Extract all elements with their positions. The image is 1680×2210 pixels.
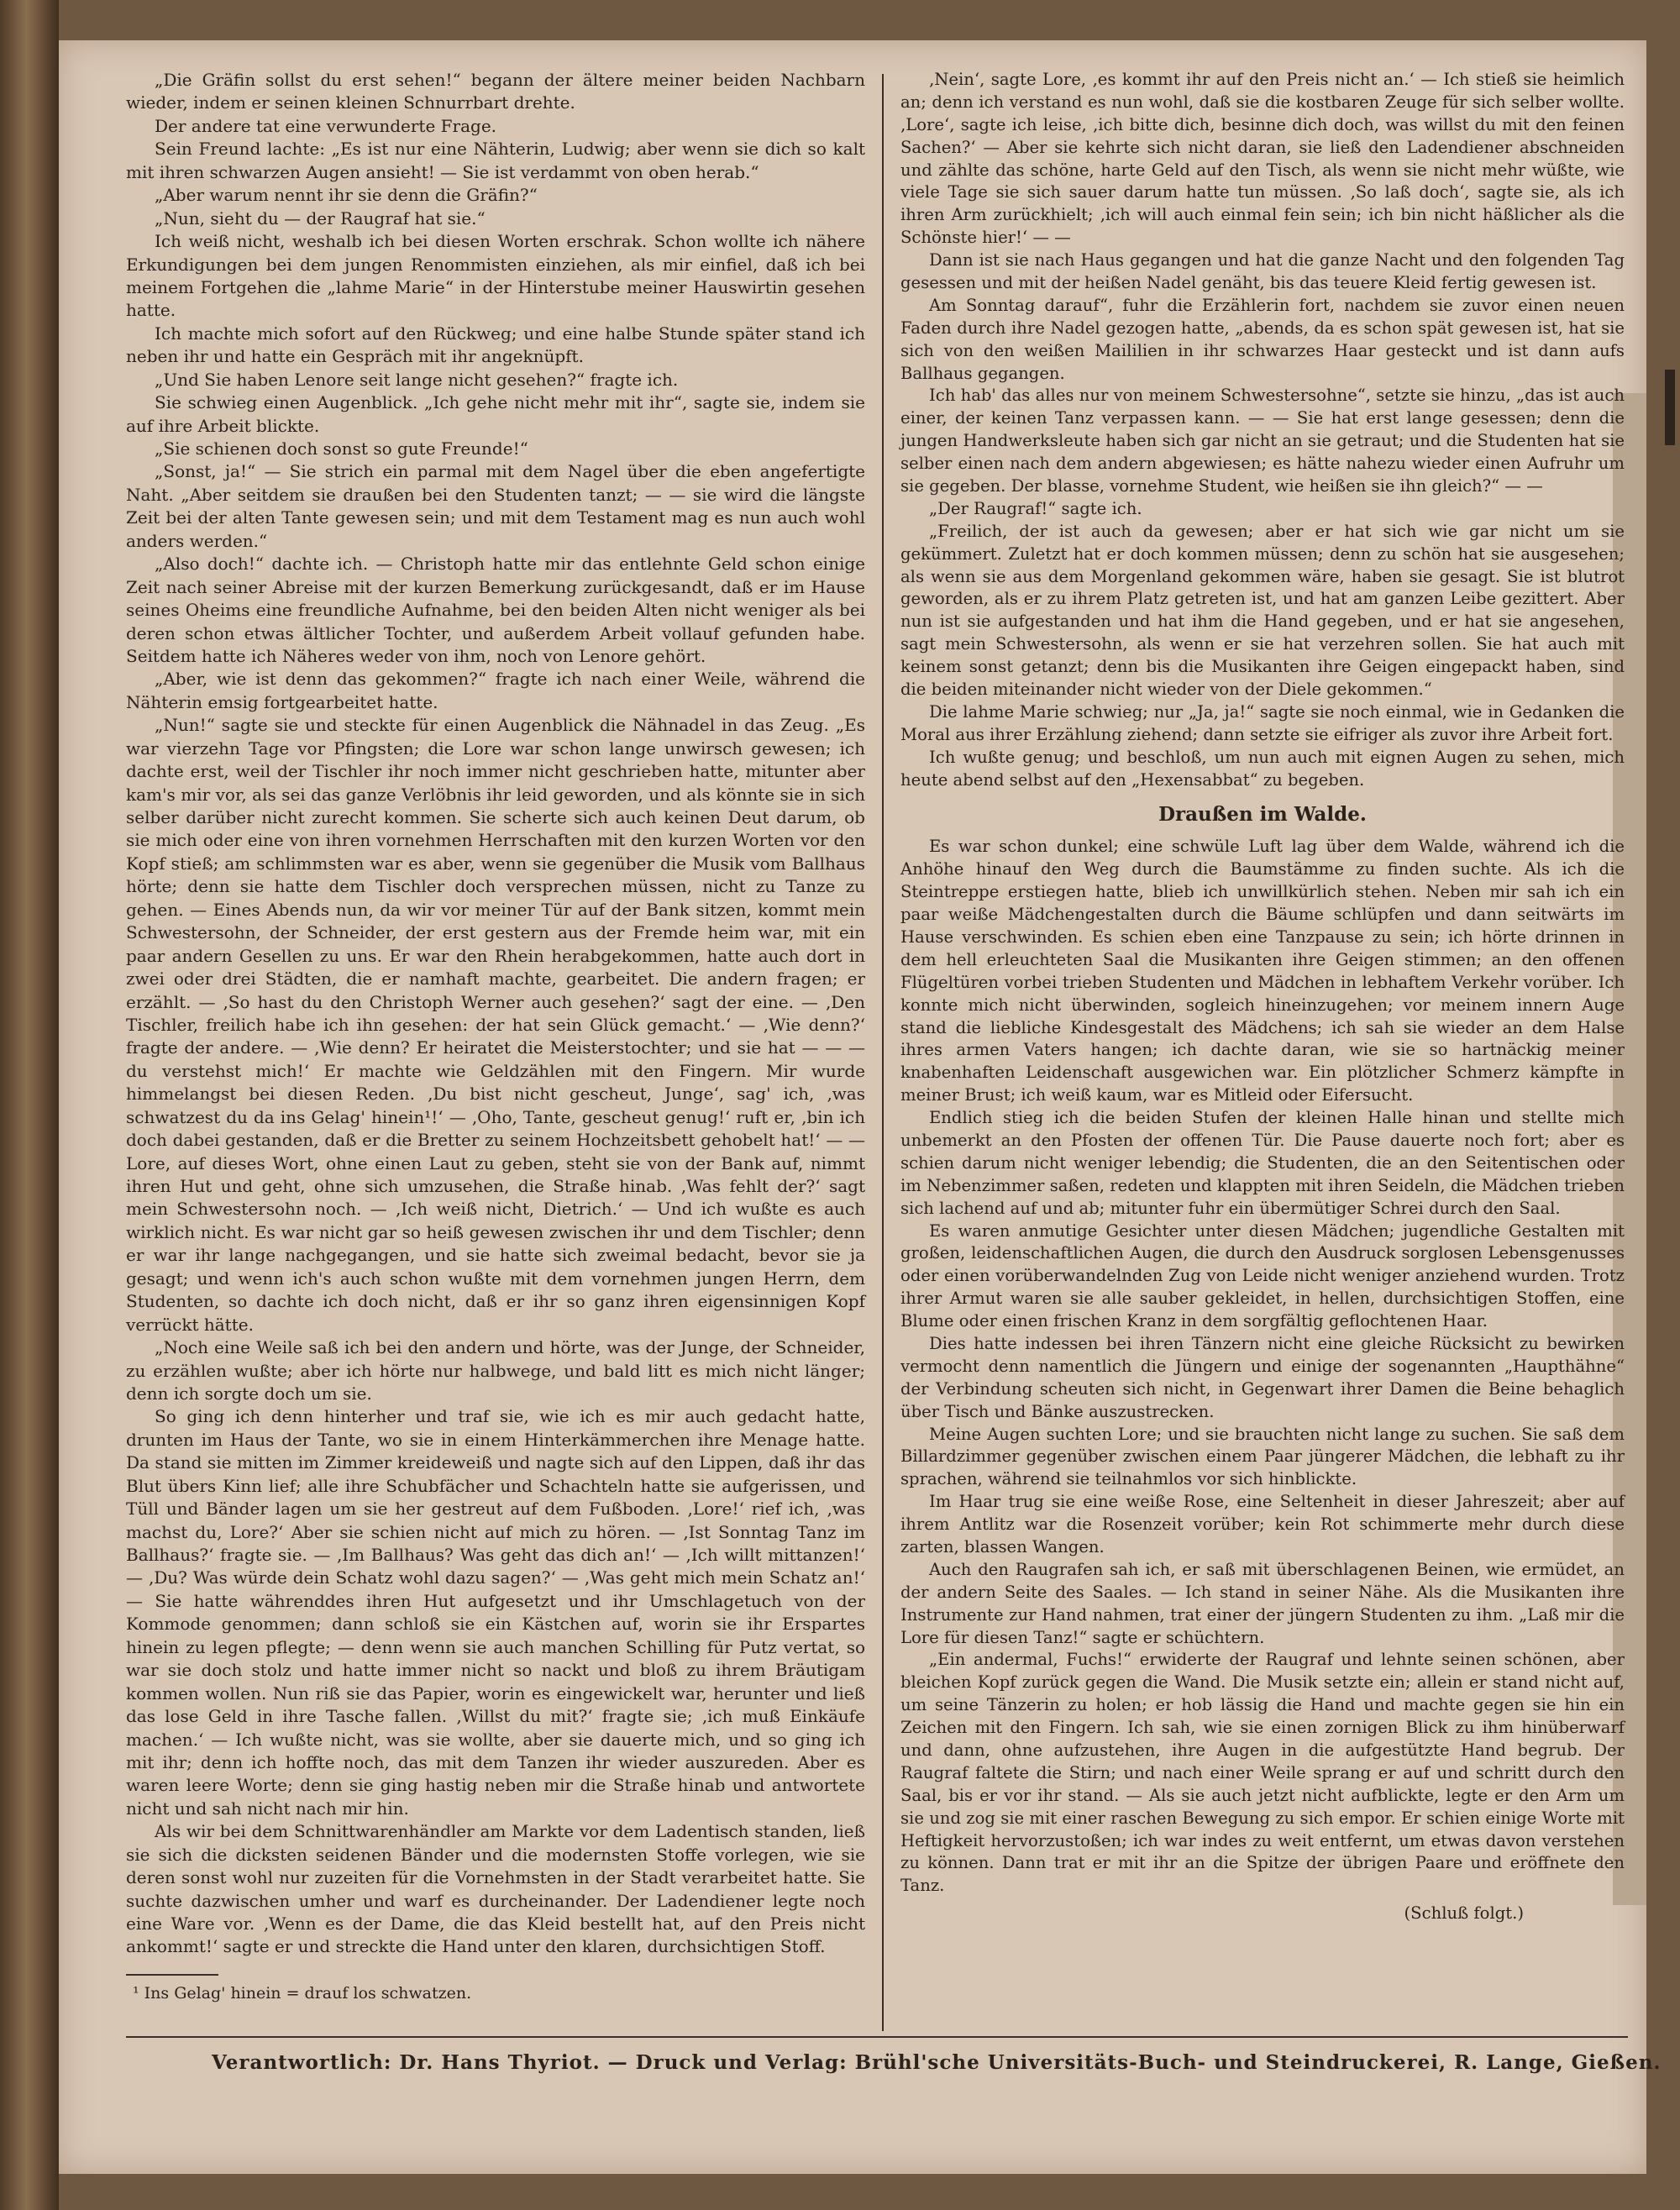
right-paragraph: Die lahme Marie schwieg; nur „Ja, ja!“ sagte sie noch einmal, wie in Gedanken die Moral aus ihrer Erzählung ziehend; dann setzte sie eifriger als zuvor ihre Arbeit fort. xyxy=(900,701,1625,744)
right-paragraph: ‚Nein‘, sagte Lore, ‚es kommt ihr auf den Preis nicht an.‘ — Ich stieß sie heimlich an; denn ich verstand es nun wohl, daß sie die kostbaren Zeuge für sich selber wollte. ‚Lore‘, sagte ich leise, ‚ich bitte dich, besinne dich doch, was willst du mit den feinen Sachen?‘ — Aber sie kehrte sich nicht daran, sie ließ den Ladendiener abschneiden und zählte das schöne, harte Geld auf den Tisch, als wenn sie nicht mehr wüßte, wie viele Tage sie sich sauer darum hatte tun müssen. ‚So laß doch‘, sagte sie, als ich ihren Arm zurückhielt; ‚ich will auch einmal fein sein; ich bin nicht häßlicher als die Schönste hier!‘ — — xyxy=(900,70,1625,248)
left-paragraph: „Aber, wie ist denn das gekommen?“ fragte ich nach einer Weile, während die Nähterin emsig fortgearbeitet hatte. xyxy=(126,669,865,712)
right-paragraph: Es waren anmutige Gesichter unter diesen Mädchen; jugendliche Gestalten mit großen, leidenschaftlichen Augen, die durch den Ausdruck sorglosen Lebensgenusses oder einen vorüberwandelnden Zug von Leide nicht weniger anziehend wurden. Trotz ihrer Armut waren sie alle sauber gekleidet, in hellen, durchsichtigen Stoffen, eine Blume oder einen frischen Kranz in dem sorgfältig geflochtenen Haar. xyxy=(900,1220,1625,1331)
left-paragraph: Ich weiß nicht, weshalb ich bei diesen Worten erschrak. Schon wollte ich nähere Erkundigungen bei dem jungen Renommisten einziehen, als mir einfiel, daß ich bei meinem Fortgehen die „lahme Marie“ in der Hinterstube meiner Hauswirtin gesehen hatte. xyxy=(126,231,865,321)
left-paragraph: Sie schwieg einen Augenblick. „Ich gehe nicht mehr mit ihr“, sagte sie, indem sie auf ihre Arbeit blickte. xyxy=(126,392,865,436)
right-paragraph: „Ein andermal, Fuchs!“ erwiderte der Raugraf und lehnte seinen schönen, aber bleichen Kopf zurück gegen die Wand. Die Musik setzte ein; allein er stand nicht auf, um seine Tänzerin zu holen; er hob lässig die Hand und machte gegen sie hin ein Zeichen mit den Fingern. Ich sah, wie sie einen zornigen Blick zu ihm hinüberwarf und dann, ohne aufzustehen, ihre Augen in die aufgestützte Hand begrub. Der Raugraf faltete die Stirn; und nach einer Weile sprang er auf und schritt durch den Saal, bis er vor ihr stand. — Als sie auch jetzt nicht aufblickte, legte er den Arm um sie und zog sie mit einer raschen Bewegung zu sich empor. Er schien einige Worte mit Heftigkeit hervorzustoßen; ich war indes zu weit entfernt, um etwas davon verstehen zu können. Dann trat er mit ihr an die Spitze der übrigen Paare und eröffnete den Tanz. xyxy=(900,1650,1625,1896)
right-paragraph: Ich wußte genug; und beschloß, um nun auch mit eignen Augen zu sehen, mich heute abend selbst auf den „Hexensabbat“ zu begeben. xyxy=(900,747,1625,790)
right-paragraph: Auch den Raugrafen sah ich, er saß mit überschlagenen Beinen, wie ermüdet, an der andern Seite des Saales. — Ich stand in seiner Nähe. Als die Musikanten ihre Instrumente zur Hand nahmen, trat einer der jüngern Studenten zu ihm. „Laß mir die Lore für diesen Tanz!“ sagte er schüchtern. xyxy=(900,1559,1625,1647)
right-column xyxy=(900,69,1625,1925)
right-paragraph: Ich hab' das alles nur von meinem Schwestersohne“, setzte sie hinzu, „das ist auch einer, der keinen Tanz verpassen kann. — — Sie hat erst lange gesessen; denn die jungen Handwerksleute haben sich gar nicht an sie getraut; und die Studenten hat sie selber einen nach dem andern abgewiesen; es hätte nahezu wieder einen Aufruhr um sie gegeben. Der blasse, vornehme Student, wie heißen sie ihn gleich?“ — — xyxy=(900,386,1625,496)
right-paragraph: Dies hatte indessen bei ihren Tänzern nicht eine gleiche Rücksicht zu bewirken vermocht denn namentlich die Jüngern und einige der sogenannten „Haupthähne“ der Verbindung scheuten sich nicht, in Gegenwart ihrer Damen die Beine behaglich über Tisch und Bänke auszustrecken. xyxy=(900,1333,1625,1421)
left-paragraph: „Die Gräfin sollst du erst sehen!“ begann der ältere meiner beiden Nachbarn wieder, indem er seinen kleinen Schnurrbart drehte. xyxy=(126,70,865,113)
right-paragraph: Meine Augen suchten Lore; und sie brauchten nicht lange zu suchen. Sie saß dem Billardzimmer gegenüber zwischen einem Paar jüngerer Mädchen, die lebhaft zu ihr sprachen, während sie teilnahmlos vor sich hinblickte. xyxy=(900,1424,1625,1489)
right-paragraph: Endlich stieg ich die beiden Stufen der kleinen Halle hinan und stellte mich unbemerkt an den Pfosten der offenen Tür. Die Pause dauerte noch fort; aber es schien darum nicht weniger lebendig; die Studenten, die an den Seitentischen oder im Nebenzimmer saßen, redeten und klappten mit ihren Seideln, die Mädchen trieben sich lachend auf und ab; mitunter fuhr ein übermütiger Schrei durch den Saal. xyxy=(900,1108,1625,1218)
left-paragraph: So ging ich denn hinterher und traf sie, wie ich es mir auch gedacht hatte, drunten im Haus der Tante, wo sie in einem Hinterkämmerchen ihre Menage hatte. Da stand sie mitten im Zimmer kreideweiß und nagte sich auf den Lippen, daß ihr das Blut übers Kinn lief; alle ihre Schubfächer und Schachteln hatte sie aufgerissen, und Tüll und Bänder lagen um sie her gestreut auf dem Fußboden. ‚Lore!‘ rief ich, ‚was machst du, Lore?‘ Aber sie schien nicht auf mich zu hören. — ‚Ist Sonntag Tanz im Ballhaus?‘ fragte sie. — ‚Im Ballhaus? Was geht das dich an!‘ — ‚Ich willt mittanzen!‘ — ‚Du? Was würde dein Schatz wohl dazu sagen?‘ — ‚Was geht mich mein Schatz an!‘ — Sie hatte währenddes ihren Hut aufgesetzt und ihr Umschlagetuch von der Kommode genommen; dann schloß sie ein Kästchen auf, worin sie ihr Erspartes hinein zu legen pflegte; — denn wenn sie auch manchen Schilling für Putz vertat, so war sie doch stolz und hatte immer nicht so nackt und bloß zu ihrem Bräutigam kommen wollen. Nun riß sie das Papier, worin es eingewickelt war, herunter und ließ das lose Geld in ihre Tasche fallen. ‚Willst du mit?‘ fragte sie; ‚ich muß Einkäufe machen.‘ — Ich wußte nicht, was sie wollte, aber sie dauerte mich, und so ging ich mit ihr; denn ich hoffte noch, das mit dem Tanzen ihr wieder auszureden. Aber es waren leere Worte; denn sie ging hastig neben mir die Straße hinab und antwortete nicht und sah nicht nach mir hin. xyxy=(126,1406,865,1819)
right-paragraph: Dann ist sie nach Haus gegangen und hat die ganze Nacht und den folgenden Tag gesessen und mit der heißen Nadel genäht, bis das teuere Kleid fertig gewesen ist. xyxy=(900,250,1625,293)
left-paragraph: „Aber warum nennt ihr sie denn die Gräfin?“ xyxy=(155,185,538,206)
imprint-footer: Verantwortlich: Dr. Hans Thyriot. — Druck und Verlag: Brühl'sche Universitäts-Buch- und Steindruckerei, R. Lange, Gießen. xyxy=(212,2051,1662,2074)
left-paragraph: „Und Sie haben Lenore seit lange nicht gesehen?“ fragte ich. xyxy=(155,369,679,390)
left-paragraph: „Noch eine Weile saß ich bei den andern und hörte, was der Junge, der Schneider, zu erzählen wußte; aber ich hörte nur halbwege, und bald litt es mich nicht länger; denn ich sorgte doch um sie. xyxy=(126,1337,865,1404)
left-paragraph: „Sonst, ja!“ — Sie strich ein parmal mit dem Nagel über die eben angefertigte Naht. „Aber seitdem sie draußen bei den Studenten tanzt; — — sie wird die längste Zeit bei der alten Tante gewesen sein; und mit dem Testament mag es nun auch wohl anders werden.“ xyxy=(126,461,865,551)
right-paragraph: „Freilich, der ist auch da gewesen; aber er hat sich wie gar nicht um sie gekümmert. Zuletzt hat er doch kommen müssen; denn zu schön hat sie ausgesehen; als wenn sie aus dem Morgenland gekommen wäre, haben sie gesagt. Sie ist blutrot geworden, als er zu ihrem Platz getreten ist, und hat am ganzen Leibe gezittert. Aber nun ist sie aufgestanden und hat ihm die Hand gegeben, und er hat sie angesehen, sagt mein Schwestersohn, als wenn er sie hat verzehren sollen. Sie hat auch mit keinem sonst getanzt; denn bis die Musikanten ihre Geigen eingepackt haben, sind die beiden miteinander nicht wieder von der Diele gekommen.“ xyxy=(900,521,1625,700)
right-paragraph: „Der Raugraf!“ sagte ich. xyxy=(929,498,1142,518)
edge-mark xyxy=(1665,370,1675,445)
book-spine xyxy=(0,0,59,2210)
footer-rule xyxy=(126,2036,1628,2038)
left-paragraph: Sein Freund lachte: „Es ist nur eine Nähterin, Ludwig; aber wenn sie dich so kalt mit ihren schwarzen Augen ansieht! — Sie ist verdammt von oben herab.“ xyxy=(126,139,865,182)
right-paragraph: Am Sonntag darauf“, fuhr die Erzählerin fort, nachdem sie zuvor einen neuen Faden durch ihre Nadel gezogen hatte, „abends, da es schon spät gewesen ist, hat sie sich von den weißen Maililien in ihr schwarzes Haar gesteckt und ist dann aufs Ballhaus gegangen. xyxy=(900,295,1625,383)
left-paragraph: „Nun, sieht du — der Raugraf hat sie.“ xyxy=(155,207,486,228)
left-paragraph: „Sie schienen doch sonst so gute Freunde!“ xyxy=(155,438,528,459)
footnote-rule xyxy=(126,1974,218,1976)
left-paragraph: Ich machte mich sofort auf den Rückweg; und eine halbe Stunde später stand ich neben ihr und hatte ein Gespräch mit ihr angeknüpft. xyxy=(126,323,865,367)
section-heading: Draußen im Walde. xyxy=(1158,802,1367,826)
continuation-note: (Schluß folgt.) xyxy=(1404,1903,1524,1924)
left-paragraph: Der andere tat eine verwunderte Frage. xyxy=(155,115,497,136)
footnote: ¹ Ins Gelag' hinein = drauf los schwatzen. xyxy=(133,1983,472,2003)
left-paragraph: „Nun!“ sagte sie und steckte für einen Augenblick die Nähnadel in das Zeug. „Es war vierzehn Tage vor Pfingsten; die Lore war schon lange unwirsch gewesen; ich dachte erst, weil der Tischler ihr noch immer nicht geschrieben hatte, mitunter aber kam's mir vor, als sei das ganze Verlöbnis ihr leid geworden, und als könnte sie in sich selber darüber nicht zurecht kommen. Sie scherte sich auch keinen Deut darum, ob sie mich oder eine von ihren vornehmen Herrschaften mit den kurzen Worten vor den Kopf stieß; am schlimmsten war es aber, wenn sie gegenüber die Musik vom Ballhaus hörte; denn sie hatte dem Tischler doch versprechen müssen, nicht zu Tanze zu gehen. — Eines Abends nun, da wir vor meiner Tür auf der Bank sitzen, kommt mein Schwestersohn, der Schneider, der erst gestern aus der Fremde heim war, mit ein paar andern Gesellen zu uns. Er war den Rhein herabgekommen, hatte auch dort in zwei oder drei Städten, die er namhaft machte, gearbeitet. Die andern fragen; er erzählt. — ‚So hast du den Christoph Werner auch gesehen?‘ sagt der eine. — ‚Den Tischler, freilich habe ich ihn gesehen: der hat sein Glück gemacht.‘ — ‚Wie denn?‘ fragte der andere. — ‚Wie denn? Er heiratet die Meisterstochter; und sie hat — — — du verstehst mich!‘ Er machte wie Geldzählen mit den Fingern. Mir wurde himmelangst bei diesen Reden. ‚Du bist nicht gescheut, Junge‘, sag' ich, ‚was schwatzest du da ins Gelag' hinein¹!‘ — ‚Oho, Tante, gescheut genug!‘ ruft er, ‚bin ich doch dabei gestanden, daß er die Bretter zu seinem Hochzeitsbett gehobelt hat!‘ — — Lore, auf dieses Wort, ohne einen Laut zu geben, steht sie von der Bank auf, nimmt ihren Hut und geht, ohne sich umzusehen, die Straße hinab. ‚Was fehlt der?‘ sagt mein Schwestersohn noch. — ‚Ich weiß nicht, Dietrich.‘ — Und ich wußte es auch wirklich nicht. Es war nicht gar so heiß gewesen zwischen ihr und dem Tischler; denn er war ihr lange nachgegangen, und sie hatte sich zweimal bedacht, bevor sie ja gesagt; und wenn ich's auch schon wußte mit dem vornehmen jungen Herrn, dem Studenten, so dachte ich doch nicht, daß er ihr so ganz ihren eigensinnigen Kopf verrückt hätte. xyxy=(126,715,865,1335)
left-paragraph: „Also doch!“ dachte ich. — Christoph hatte mir das entlehnte Geld schon einige Zeit nach seiner Abreise mit der kurzen Bemerkung zurückgesandt, daß er im Hause seines Oheims eine freundliche Aufnahme, bei den beiden Alten nicht weniger als bei deren schon etwas ältlicher Tochter, und außerdem Arbeit vollauf gefunden habe. Seitdem hatte ich Näheres weder von ihm, noch von Lenore gehört. xyxy=(126,554,865,666)
left-column xyxy=(126,69,865,2005)
left-paragraph: Als wir bei dem Schnittwarenhändler am Markte vor dem Ladentisch standen, ließ sie sich die dicksten seidenen Bänder und die modernsten Stoffe vorlegen, wie sie deren sonst wohl nur zuzeiten für die Vornehmsten in der Stadt verarbeitet hatte. Sie suchte dazwischen umher und warf es durcheinander. Der Ladendiener legte noch eine Ware vor. ‚Wenn es der Dame, die das Kleid bestellt hat, auf den Preis nicht ankommt!‘ sagte er und streckte die Hand unter den klaren, durchsichtigen Stoff. xyxy=(126,1821,865,1957)
right-paragraph: Im Haar trug sie eine weiße Rose, eine Seltenheit in dieser Jahreszeit; aber auf ihrem Antlitz war die Rosenzeit vorüber; kein Rot schimmerte mehr durch diese zarten, blassen Wangen. xyxy=(900,1492,1625,1556)
column-divider xyxy=(882,74,884,2031)
right-paragraph: Es war schon dunkel; eine schwüle Luft lag über dem Walde, während ich die Anhöhe hinauf den Weg durch die Baumstämme zu finden suchte. Als ich die Steintreppe erstiegen hatte, blieb ich unwillkürlich stehen. Neben mir sah ich ein paar weiße Mädchengestalten durch die Bäume schlüpfen und dann seitwärts im Hause verschwinden. Es schien eben eine Tanzpause zu sein; ich hörte drinnen in dem hell erleuchteten Saal die Musikanten ihre Geigen stimmen; an den offenen Flügeltüren vorbei trieben Studenten und Mädchen in lebhaftem Verkehr vorüber. Ich konnte mich nicht überwinden, sogleich hineinzugehen; vor meinem innern Auge stand die liebliche Kindesgestalt des Mädchens; ich sah sie wieder an dem Halse ihres armen Vaters hangen; ich dachte daran, wie sie so hartnäckig meiner knabenhaften Leidenschaft ausgewichen war. Ein plötzlicher Schmerz kämpfte in meiner Brust; ich weiß kaum, war es Mitleid oder Eifersucht. xyxy=(900,837,1625,1105)
